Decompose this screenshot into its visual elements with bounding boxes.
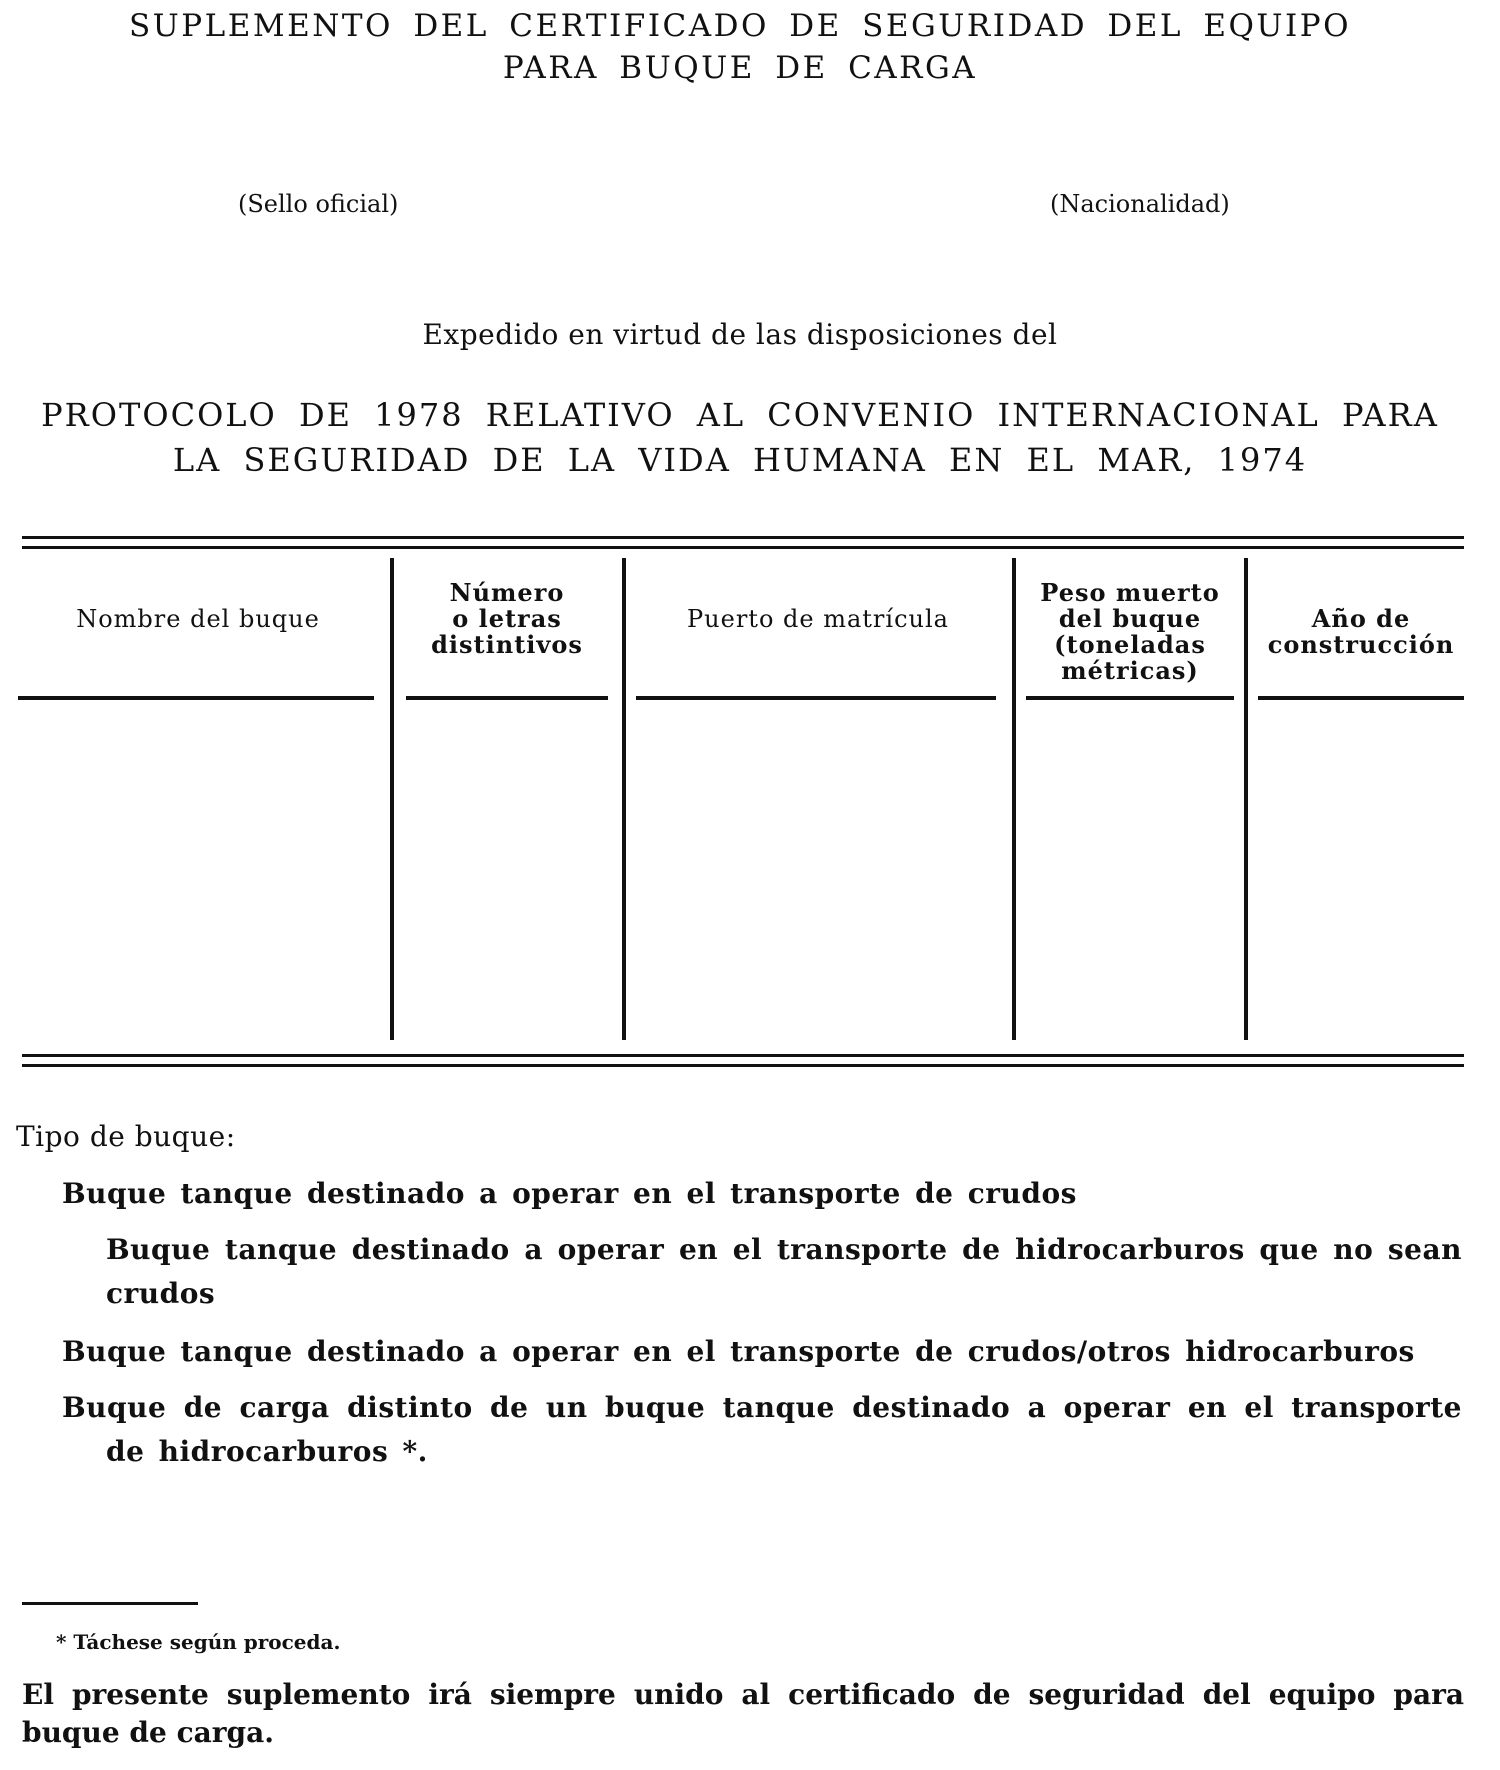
column-header-port-of-registry: Puerto de matrícula (687, 605, 949, 633)
header-underline (636, 696, 996, 700)
ship-type-option: Buque tanque destinado a operar en el transporte de crudos/otros hidrocarburos (62, 1335, 1415, 1368)
column-header-deadweight: Peso muerto del buque (toneladas métricas) (1040, 578, 1220, 685)
header-underline (406, 696, 608, 700)
closing-paragraph: El presente suplemento irá siempre unido al certificado de seguridad del equipo para buque de carga. (22, 1678, 1464, 1749)
header-underline (1026, 696, 1234, 700)
column-divider (622, 558, 626, 1040)
title-line-2: PARA BUQUE DE CARGA (502, 50, 978, 86)
nationality-label: (Nacionalidad) (1050, 190, 1230, 218)
table-top-rule-2 (22, 546, 1464, 549)
protocol-line-1: PROTOCOLO DE 1978 RELATIVO AL CONVENIO INTERNACIONAL PARA (41, 396, 1439, 434)
column-divider (1012, 558, 1016, 1040)
column-header-ship-name: Nombre del buque (76, 605, 320, 633)
title-line-1: SUPLEMENTO DEL CERTIFICADO DE SEGURIDAD DEL EQUIPO (128, 8, 1352, 44)
seal-label: (Sello oficial) (238, 190, 399, 218)
footnote: * Táchese según proceda. (56, 1630, 341, 1654)
issued-under-text: Expedido en virtud de las disposiciones del (422, 318, 1058, 351)
header-underline (18, 696, 374, 700)
header-underline (1258, 696, 1464, 700)
table-bottom-rule-1 (22, 1054, 1464, 1057)
column-divider (1244, 558, 1248, 1040)
ship-type-option: Buque de carga distinto de un buque tanque destinado a operar en el transporte de hidrocarburos *. (62, 1391, 1462, 1468)
column-header-distinctive-number: Número o letras distintivos (431, 578, 583, 659)
protocol-line-2: LA SEGURIDAD DE LA VIDA HUMANA EN EL MAR, 1974 (172, 441, 1308, 479)
ship-type-option: Buque tanque destinado a operar en el transporte de hidrocarburos que no sean crudos (106, 1233, 1462, 1310)
table-top-rule-1 (22, 536, 1464, 539)
footnote-rule (22, 1602, 198, 1605)
column-header-year-built: Año de construcción (1267, 604, 1455, 659)
column-divider (390, 558, 394, 1040)
table-bottom-rule-2 (22, 1064, 1464, 1067)
ship-type-heading: Tipo de buque: (16, 1120, 236, 1153)
ship-type-option: Buque tanque destinado a operar en el transporte de crudos (62, 1177, 1077, 1210)
